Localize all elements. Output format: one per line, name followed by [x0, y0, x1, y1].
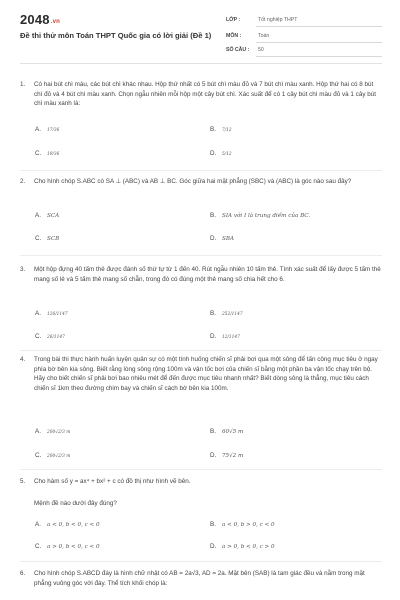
meta-key: SỐ CÂU :	[226, 47, 250, 53]
meta-key: MÔN :	[226, 33, 242, 39]
option-4d[interactable]: D. 75√2 m	[210, 452, 244, 459]
question-number: 2.	[20, 178, 26, 185]
question-divider	[20, 255, 382, 256]
option-5b[interactable]: B. a < 0, b > 0, c < 0	[210, 521, 275, 528]
question-divider	[20, 469, 382, 470]
question-number: 5.	[20, 478, 26, 485]
option-2d[interactable]: D. SBA	[210, 235, 234, 242]
question-number: 4.	[20, 356, 26, 363]
meta-value: Tốt nghiệp THPT	[258, 17, 298, 23]
question-number: 3.	[20, 266, 26, 273]
option-4b[interactable]: B. 60√5 m	[210, 428, 244, 435]
option-2c[interactable]: C. SCB	[35, 235, 60, 242]
question-divider	[20, 561, 382, 562]
question-text: Có hai bút chì màu, các bút chì khác nhau. Hộp thứ nhất có 5 bút chì màu đỏ và 7 bút chì màu xanh. Hộp thứ hai có 8 bút chì đỏ và 4 bút chì màu xanh. Chọn ngẫu nhiên mỗi hộp một cây bút chì. Xác suất để có 1 cây bút chì màu đỏ và 1 cây bút chì màu xanh là:	[34, 81, 376, 108]
header-divider	[20, 63, 382, 64]
option-3c[interactable]: C. 26/1147	[35, 333, 65, 340]
question-number: 6.	[20, 570, 26, 577]
logo-suffix: .vn	[50, 19, 61, 25]
option-3a[interactable]: A. 126/1147	[35, 310, 68, 317]
question-divider	[20, 170, 382, 171]
meta-key: LỚP :	[226, 17, 241, 23]
question-number: 1.	[20, 81, 26, 88]
option-4a[interactable]: A. 200√2/3 m	[35, 428, 71, 435]
option-1d[interactable]: D. 5/12	[210, 150, 232, 157]
meta-row-class	[226, 14, 382, 27]
question-divider	[20, 350, 382, 351]
option-1a[interactable]: A. 17/36	[35, 126, 60, 133]
option-1c[interactable]: C. 19/36	[35, 150, 60, 157]
option-3b[interactable]: B. 252/1147	[210, 310, 243, 317]
option-5a[interactable]: A. a < 0, b < 0, c < 0	[35, 521, 100, 528]
question-text: Trong bài thi thực hành huấn luyện quân sự có một tình huống chiến sĩ phải bơi qua một sông để tấn công mục tiêu ở ngay phía bờ bên kia sông. Biết rằng lòng sông rộng 100m và vận tốc bơi của chiến sĩ bằng một phần ba vận tốc chạy trên bộ. Hãy cho biết chiến sĩ phải bơi bao nhiêu mét để đến được mục tiêu nhanh nhất? Biết dòng sông là thẳng, mục tiêu cách chiến sĩ 1km theo đường chim bay và chiến sĩ cách bờ bên kia 100m.	[34, 356, 378, 392]
option-2a[interactable]: A. SCA	[35, 212, 60, 219]
option-5d[interactable]: D. a > 0, b < 0, c > 0	[210, 543, 275, 550]
question-text: Cho hình chóp S.ABC có SA ⊥ (ABC) và AB ⊥ BC. Góc giữa hai mặt phẳng (SBC) và (ABC) là góc nào sau đây?	[34, 178, 352, 185]
option-2b[interactable]: B. SIA với I là trung điểm của BC.	[210, 212, 311, 219]
meta-row-subject	[226, 30, 382, 43]
meta-row-count	[226, 44, 382, 57]
site-logo[interactable]	[20, 12, 60, 27]
question-text: Cho hình chóp S.ABCD đáy là hình chữ nhật có AB = 2a√3, AD = 2a. Mặt bên (SAB) là tam giác đều và nằm trong mặt phẳng vuông góc với đáy. Thể tích khối chóp là:	[34, 570, 365, 587]
document-title: Đề thi thử môn Toán THPT Quốc gia có lời giải (Đề 1)	[20, 31, 212, 40]
question-subtext: Mệnh đề nào dưới đây đúng?	[34, 500, 117, 507]
option-1b[interactable]: B. 7/12	[210, 126, 232, 133]
meta-value: 50	[258, 47, 264, 53]
logo-text: 2048	[20, 12, 50, 27]
question-text: Một hộp đựng 40 tấm thẻ được đánh số thứ tự từ 1 đến 40. Rút ngẫu nhiên 10 tấm thẻ. Tính xác suất để lấy được 5 tấm thẻ mang số lẻ và 5 tấm thẻ mang số chẵn, trong đó có đúng một thẻ mang số chia hết cho 6.	[34, 266, 381, 283]
meta-value: Toán	[258, 33, 270, 39]
option-3d[interactable]: D. 12/1147	[210, 333, 240, 340]
option-5c[interactable]: C. a > 0, b < 0, c < 0	[35, 543, 100, 550]
question-text: Cho hàm số y = ax⁴ + bx² + c có đồ thị như hình vẽ bên.	[34, 478, 191, 485]
option-4c[interactable]: C. 200√2/3 m	[35, 452, 71, 459]
